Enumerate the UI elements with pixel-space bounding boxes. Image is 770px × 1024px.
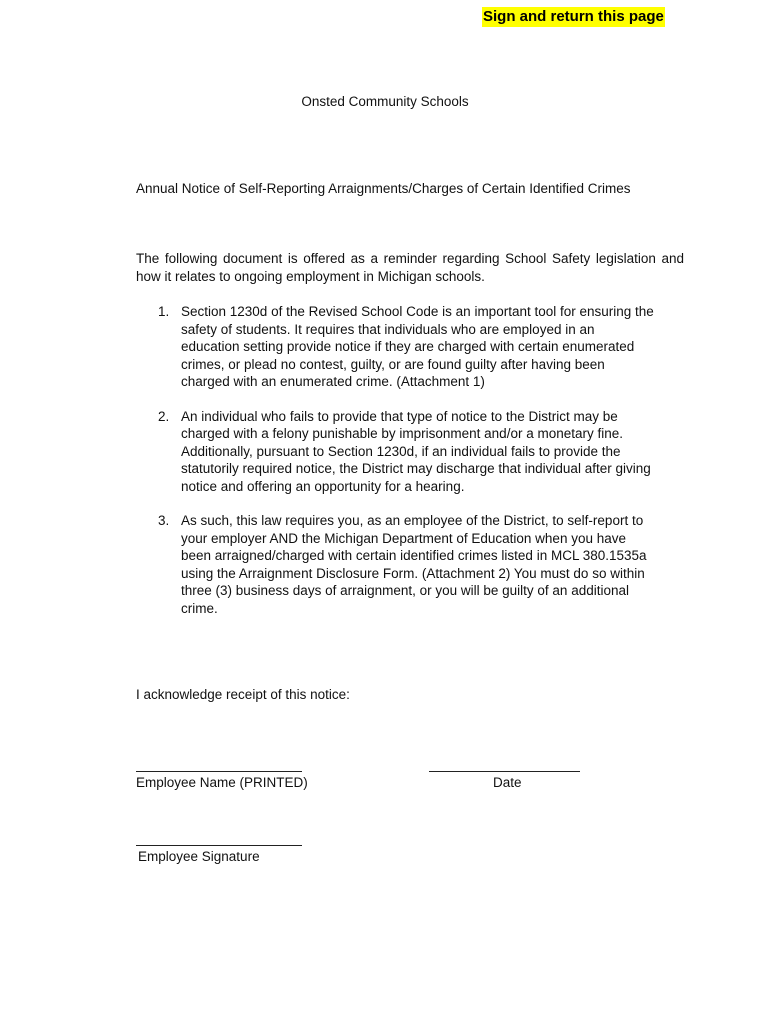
list-item-number: 2. [158, 408, 170, 424]
numbered-list [136, 303, 656, 617]
list-item-number: 1. [158, 304, 170, 319]
employee-signature-label: Employee Signature [138, 849, 260, 864]
list-item [136, 303, 656, 391]
list-item-number: 3. [158, 513, 170, 528]
list-item-text: Section 1230d of the Revised School Code is an important tool for ensuring the safety of students. It requires that individuals who are employed in an education setting provide notice if they are charged with certain enumerated crimes, or plead no contest, guilty, or are found guilty after having been charged with an enumerated crime. (Attachment 1) [181, 304, 654, 389]
list-item-text: As such, this law requires you, as an employee of the District, to self-report to your employer AND the Michigan Department of Education when you have been arraigned/charged with certain identified crimes listed in MCL 380.1535a using the Arraignment Disclosure Form. (Attachment 2) You must do so within three (3) business days of arraignment, or you will be guilty of an additional crime. [181, 513, 647, 616]
employee-name-label: Employee Name (PRINTED) [136, 775, 308, 790]
intro-paragraph: The following document is offered as a reminder regarding School Safety legislation and how it relates to ongoing employment in Michigan schools. [136, 251, 684, 284]
sign-and-return-banner: Sign and return this page [483, 8, 664, 25]
notice-title: Annual Notice of Self-Reporting Arraignments/Charges of Certain Identified Crimes [136, 181, 631, 196]
employee-signature-line[interactable] [136, 845, 302, 846]
date-line[interactable] [429, 771, 580, 772]
acknowledgement-statement: I acknowledge receipt of this notice: [136, 687, 350, 702]
employee-name-line[interactable] [136, 771, 302, 772]
list-item-text: An individual who fails to provide that type of notice to the District may be charged with a felony punishable by imprisonment and/or a monetary fine. Additionally, pursuant to Section 1230d, if an individual fails to provide the statutorily required notice, the District may discharge that individual after giving notice and offering an opportunity for a hearing. [181, 408, 651, 494]
organization-name: Onsted Community Schools [301, 94, 469, 109]
date-label: Date [493, 775, 522, 790]
list-item [136, 512, 656, 617]
list-item [136, 408, 656, 496]
